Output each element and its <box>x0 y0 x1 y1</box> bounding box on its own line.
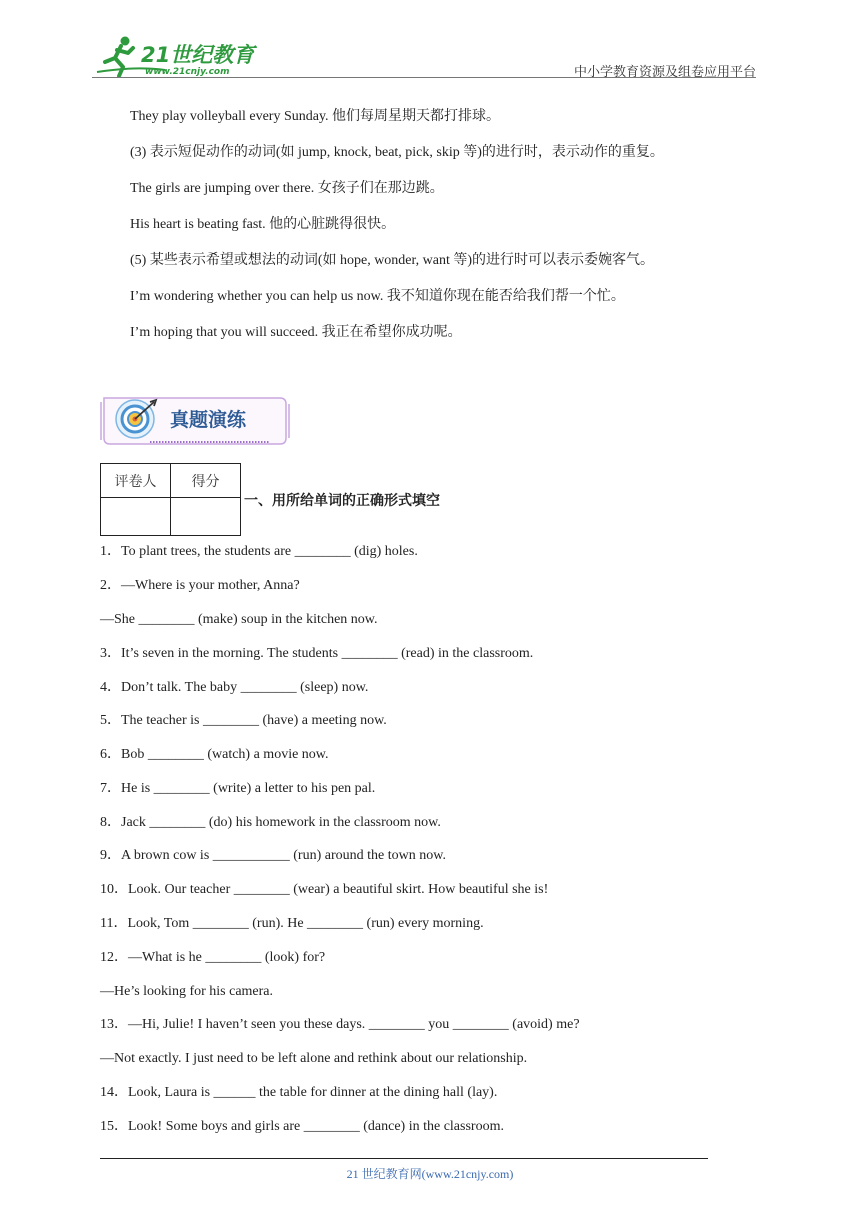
header-divider <box>92 77 756 78</box>
intro-line-5: (5) 某些表示希望或想法的动词(如 hope, wonder, want 等)的进行时可以表示委婉客气。 <box>130 253 655 268</box>
question-10: 10．Look. Our teacher ________ (wear) a beautiful skirt. How beautiful she is! <box>100 882 549 897</box>
question-11: 11．Look, Tom ________ (run). He ________ (run) every morning. <box>100 916 484 931</box>
score-table-grader-cell[interactable] <box>101 498 171 536</box>
question-12-answer: —He’s looking for his camera. <box>100 984 274 999</box>
logo-url: www.21cnjy.com <box>145 67 230 77</box>
banner-title: 真题演练 <box>170 409 247 431</box>
section-banner <box>100 394 290 450</box>
score-table-grader-header: 评卷人 <box>101 464 171 498</box>
question-1: 1．To plant trees, the students are ________ (dig) holes. <box>100 544 418 559</box>
question-9: 9．A brown cow is ___________ (run) around the town now. <box>100 848 446 863</box>
question-13: 13．—Hi, Julie! I haven’t seen you these days. ________ you ________ (avoid) me? <box>100 1017 580 1032</box>
question-2-answer: —She ________ (make) soup in the kitchen now. <box>100 612 378 627</box>
question-15: 15．Look! Some boys and girls are ________ (dance) in the classroom. <box>100 1119 504 1134</box>
question-2: 2．—Where is your mother, Anna? <box>100 578 300 593</box>
intro-line-3: The girls are jumping over there. 女孩子们在那边跳。 <box>130 181 444 196</box>
site-logo <box>95 34 260 78</box>
question-13-answer: —Not exactly. I just need to be left alone and rethink about our relationship. <box>100 1051 528 1066</box>
question-8: 8．Jack ________ (do) his homework in the classroom now. <box>100 815 441 830</box>
score-table-score-header: 得分 <box>171 464 241 498</box>
logo-text: 21世纪教育 <box>141 43 255 67</box>
intro-line-6: I’m wondering whether you can help us now. 我不知道你现在能否给我们帮一个忙。 <box>130 289 625 304</box>
intro-line-4: His heart is beating fast. 他的心脏跳得很快。 <box>130 217 396 232</box>
question-4: 4．Don’t talk. The baby ________ (sleep) now. <box>100 680 369 695</box>
intro-line-1: They play volleyball every Sunday. 他们每周星期天都打排球。 <box>130 109 501 124</box>
question-12: 12．—What is he ________ (look) for? <box>100 950 326 965</box>
question-7: 7．He is ________ (write) a letter to his pen pal. <box>100 781 376 796</box>
footer-divider <box>100 1158 708 1159</box>
question-6: 6．Bob ________ (watch) a movie now. <box>100 747 329 762</box>
intro-line-2: (3) 表示短促动作的动词(如 jump, knock, beat, pick, skip 等)的进行时，表示动作的重复。 <box>130 145 664 160</box>
score-table <box>100 463 241 536</box>
footer-text[interactable]: 21 世纪教育网(www.21cnjy.com) <box>346 1167 514 1181</box>
question-3: 3．It’s seven in the morning. The students ________ (read) in the classroom. <box>100 646 534 661</box>
question-14: 14．Look, Laura is ______ the table for dinner at the dining hall (lay). <box>100 1085 498 1100</box>
question-5: 5．The teacher is ________ (have) a meeting now. <box>100 713 387 728</box>
header-platform-text: 中小学教育资源及组卷应用平台 <box>573 65 756 80</box>
intro-line-7: I’m hoping that you will succeed. 我正在希望你成功呢。 <box>130 325 462 340</box>
section-title: 一、用所给单词的正确形式填空 <box>244 493 440 509</box>
score-table-score-cell[interactable] <box>171 498 241 536</box>
